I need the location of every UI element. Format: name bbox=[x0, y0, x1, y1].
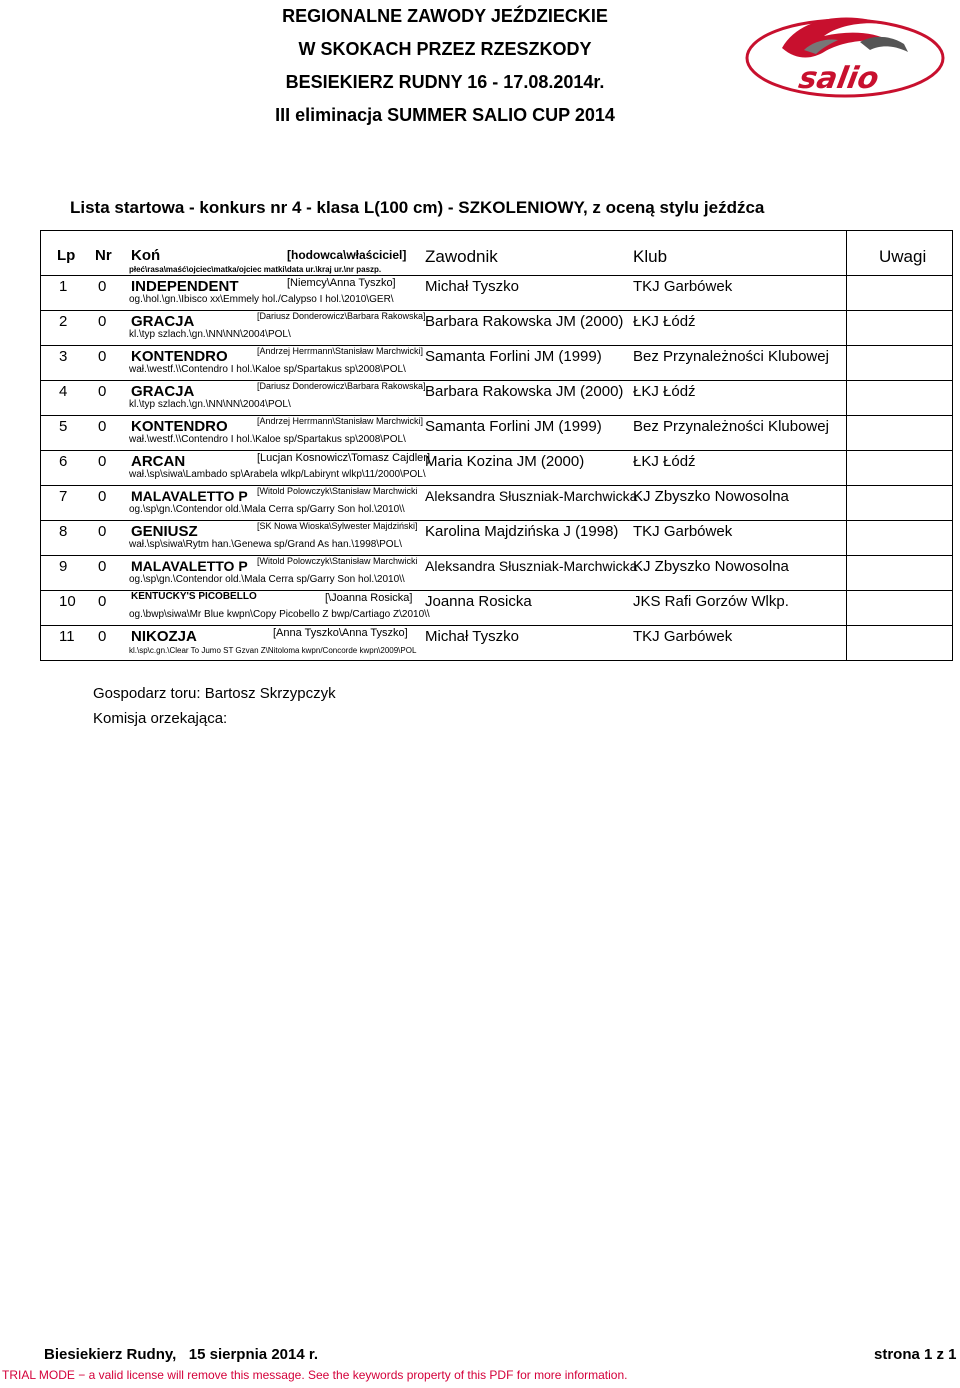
horse-name: NIKOZJA bbox=[131, 628, 197, 645]
club-name: ŁKJ Łódź bbox=[633, 313, 696, 330]
horse-details: wał.\sp\siwa\Lambado sp\Arabela wlkp/Labirynt wlkp\11/2000\POL\ bbox=[129, 469, 426, 480]
horse-name: KENTUCKY'S PICOBELLO bbox=[131, 591, 257, 602]
horse-details: og.\sp\gn.\Contendor old.\Mala Cerra sp/Garry Son hol.\2010\\ bbox=[129, 574, 405, 585]
row-lp: 3 bbox=[59, 348, 68, 365]
notes-cell bbox=[847, 591, 953, 626]
notes-cell bbox=[847, 626, 953, 661]
table-row bbox=[41, 346, 953, 381]
table-row bbox=[41, 521, 953, 556]
club-name: KJ Zbyszko Nowosolna bbox=[633, 558, 789, 575]
club-name: TKJ Garbówek bbox=[633, 523, 733, 540]
row-nr: 0 bbox=[98, 383, 107, 400]
table-row bbox=[41, 276, 953, 311]
club-name: Bez Przynależności Klubowej bbox=[633, 418, 829, 435]
horse-owner: [Niemcy\Anna Tyszko] bbox=[287, 277, 396, 289]
horse-name: MALAVALETTO P bbox=[131, 558, 248, 574]
table-row bbox=[41, 451, 953, 486]
row-lp: 7 bbox=[59, 488, 68, 505]
horse-details: og.\hol.\gn.\Ibisco xx\Emmely hol./Calypso I hol.\2010\GER\ bbox=[129, 294, 394, 305]
club-name: JKS Rafi Gorzów Wlkp. bbox=[633, 593, 789, 610]
table-row bbox=[41, 486, 953, 521]
notes-cell bbox=[847, 521, 953, 556]
event-title-line-4: III eliminacja SUMMER SALIO CUP 2014 bbox=[275, 105, 615, 125]
row-lp: 9 bbox=[59, 558, 68, 575]
horse-owner: [\Joanna Rosicka] bbox=[325, 592, 413, 604]
row-nr: 0 bbox=[98, 628, 107, 645]
horse-name: GENIUSZ bbox=[131, 523, 198, 540]
page-number: strona 1 z 1 bbox=[874, 1346, 957, 1363]
horse-details: wał.\westf.\\Contendro I hol.\Kaloe sp/Spartakus sp\2008\POL\ bbox=[129, 364, 406, 375]
rider-name: Samanta Forlini JM (1999) bbox=[425, 418, 602, 435]
horse-name: KONTENDRO bbox=[131, 348, 228, 365]
notes-cell bbox=[847, 556, 953, 591]
club-name: KJ Zbyszko Nowosolna bbox=[633, 488, 789, 505]
logo-wordmark: salio bbox=[796, 61, 882, 96]
trial-mode-notice: TRIAL MODE − a valid license will remove this message. See the keywords property of this PDF for more information. bbox=[2, 1368, 628, 1382]
horse-name: GRACJA bbox=[131, 383, 195, 400]
start-list-subtitle: Lista startowa - konkurs nr 4 - klasa L(100 cm) - SZKOLENIOWY, z oceną stylu jeźdźca bbox=[70, 198, 765, 217]
rider-name: Michał Tyszko bbox=[425, 628, 519, 645]
horse-details: wał.\sp\siwa\Rytm han.\Genewa sp/Grand As han.\1998\POL\ bbox=[129, 539, 402, 550]
rider-name: Michał Tyszko bbox=[425, 278, 519, 295]
rider-name: Aleksandra Słuszniak-Marchwicka bbox=[425, 558, 638, 574]
col-header-details: płeć\rasa\maść\ojciec\matka/ojciec matki\data ur.\kraj ur.\nr paszp. bbox=[129, 265, 382, 274]
col-header-owner: [hodowca\właściciel] bbox=[287, 248, 407, 262]
notes-cell bbox=[847, 486, 953, 521]
table-row bbox=[41, 311, 953, 346]
notes-cell bbox=[847, 451, 953, 486]
club-name: ŁKJ Łódź bbox=[633, 383, 696, 400]
row-nr: 0 bbox=[98, 418, 107, 435]
row-nr: 0 bbox=[98, 453, 107, 470]
row-nr: 0 bbox=[98, 593, 107, 610]
horse-details: og.\bwp\siwa\Mr Blue kwpn\Copy Picobello Z bwp/Cartiago Z\2010\\ bbox=[129, 609, 430, 620]
horse-details: og.\sp\gn.\Contendor old.\Mala Cerra sp/Garry Son hol.\2010\\ bbox=[129, 504, 405, 515]
table-row bbox=[41, 381, 953, 416]
start-list-table bbox=[40, 230, 953, 661]
rider-name: Maria Kozina JM (2000) bbox=[425, 453, 585, 470]
row-lp: 11 bbox=[59, 628, 75, 645]
row-lp: 4 bbox=[59, 383, 68, 400]
horse-owner: [SK Nowa Wioska\Sylwester Majdziński] bbox=[257, 521, 418, 531]
salio-logo bbox=[742, 6, 948, 102]
table-row bbox=[41, 416, 953, 451]
row-nr: 0 bbox=[98, 523, 107, 540]
horse-name: INDEPENDENT bbox=[131, 278, 239, 295]
col-header-notes: Uwagi bbox=[879, 247, 927, 266]
horse-owner: [Witold Polowczyk\Stanisław Marchwicki bbox=[257, 486, 418, 496]
horse-details: kl.\typ szlach.\gn.\NN\NN\2004\POL\ bbox=[129, 329, 291, 340]
horse-name: ARCAN bbox=[131, 453, 186, 470]
horse-owner: [Dariusz Donderowicz\Barbara Rakowska] bbox=[257, 381, 426, 391]
horse-owner: [Lucjan Kosnowicz\Tomasz Cajdler] bbox=[257, 452, 431, 464]
horse-owner: [Dariusz Donderowicz\Barbara Rakowska] bbox=[257, 311, 426, 321]
row-lp: 1 bbox=[59, 278, 68, 295]
row-nr: 0 bbox=[98, 348, 107, 365]
row-nr: 0 bbox=[98, 313, 107, 330]
table-row bbox=[41, 556, 953, 591]
rider-name: Aleksandra Słuszniak-Marchwicka bbox=[425, 488, 638, 504]
horse-name: GRACJA bbox=[131, 313, 195, 330]
notes-cell bbox=[847, 346, 953, 381]
row-lp: 5 bbox=[59, 418, 68, 435]
horse-name: MALAVALETTO P bbox=[131, 488, 248, 504]
col-header-club: Klub bbox=[633, 247, 668, 266]
row-lp: 8 bbox=[59, 523, 68, 540]
notes-cell bbox=[847, 416, 953, 451]
row-lp: 6 bbox=[59, 453, 68, 470]
rider-name: Karolina Majdzińska J (1998) bbox=[425, 523, 619, 540]
notes-cell bbox=[847, 381, 953, 416]
row-nr: 0 bbox=[98, 558, 107, 575]
rider-name: Barbara Rakowska JM (2000) bbox=[425, 383, 624, 400]
rider-name: Samanta Forlini JM (1999) bbox=[425, 348, 602, 365]
col-header-rider: Zawodnik bbox=[425, 247, 498, 266]
col-header-nr: Nr bbox=[95, 247, 112, 264]
row-nr: 0 bbox=[98, 278, 107, 295]
col-header-lp: Lp bbox=[57, 247, 76, 264]
table-row bbox=[41, 591, 953, 626]
horse-details: kl.\typ szlach.\gn.\NN\NN\2004\POL\ bbox=[129, 399, 291, 410]
club-name: TKJ Garbówek bbox=[633, 628, 733, 645]
notes-cell bbox=[847, 311, 953, 346]
horse-details: kl.\sp\c.gn.\Clear To Jumo ST Gzvan Z\Nitoloma kwpn/Concorde kwpn\2009\POL bbox=[129, 646, 417, 655]
horse-owner: [Anna Tyszko\Anna Tyszko] bbox=[273, 627, 408, 639]
horse-name: KONTENDRO bbox=[131, 418, 228, 435]
rider-name: Barbara Rakowska JM (2000) bbox=[425, 313, 624, 330]
club-name: TKJ Garbówek bbox=[633, 278, 733, 295]
horse-details: wał.\westf.\\Contendro I hol.\Kaloe sp/Spartakus sp\2008\POL\ bbox=[129, 434, 406, 445]
notes-cell bbox=[847, 276, 953, 311]
table-row bbox=[41, 626, 953, 661]
jury-label: Komisja orzekająca: bbox=[93, 710, 228, 727]
rider-name: Joanna Rosicka bbox=[425, 593, 532, 610]
horse-owner: [Andrzej Herrmann\Stanisław Marchwicki] bbox=[257, 346, 424, 356]
place-date: Biesiekierz Rudny, 15 sierpnia 2014 r. bbox=[44, 1346, 319, 1363]
col-header-horse: Koń bbox=[131, 247, 161, 264]
club-name: ŁKJ Łódź bbox=[633, 453, 696, 470]
club-name: Bez Przynależności Klubowej bbox=[633, 348, 829, 365]
event-title-line-1: REGIONALNE ZAWODY JEŹDZIECKIE bbox=[282, 6, 608, 26]
row-lp: 10 bbox=[59, 593, 76, 610]
horse-owner: [Andrzej Herrmann\Stanisław Marchwicki] bbox=[257, 416, 424, 426]
row-nr: 0 bbox=[98, 488, 107, 505]
table-header-row bbox=[41, 231, 953, 276]
horse-owner: [Witold Polowczyk\Stanisław Marchwicki bbox=[257, 556, 418, 566]
event-title-line-2: W SKOKACH PRZEZ RZESZKODY bbox=[298, 39, 592, 59]
row-lp: 2 bbox=[59, 313, 68, 330]
course-designer: Gospodarz toru: Bartosz Skrzypczyk bbox=[93, 685, 336, 702]
event-title-line-3: BESIEKIERZ RUDNY 16 - 17.08.2014r. bbox=[285, 72, 605, 92]
